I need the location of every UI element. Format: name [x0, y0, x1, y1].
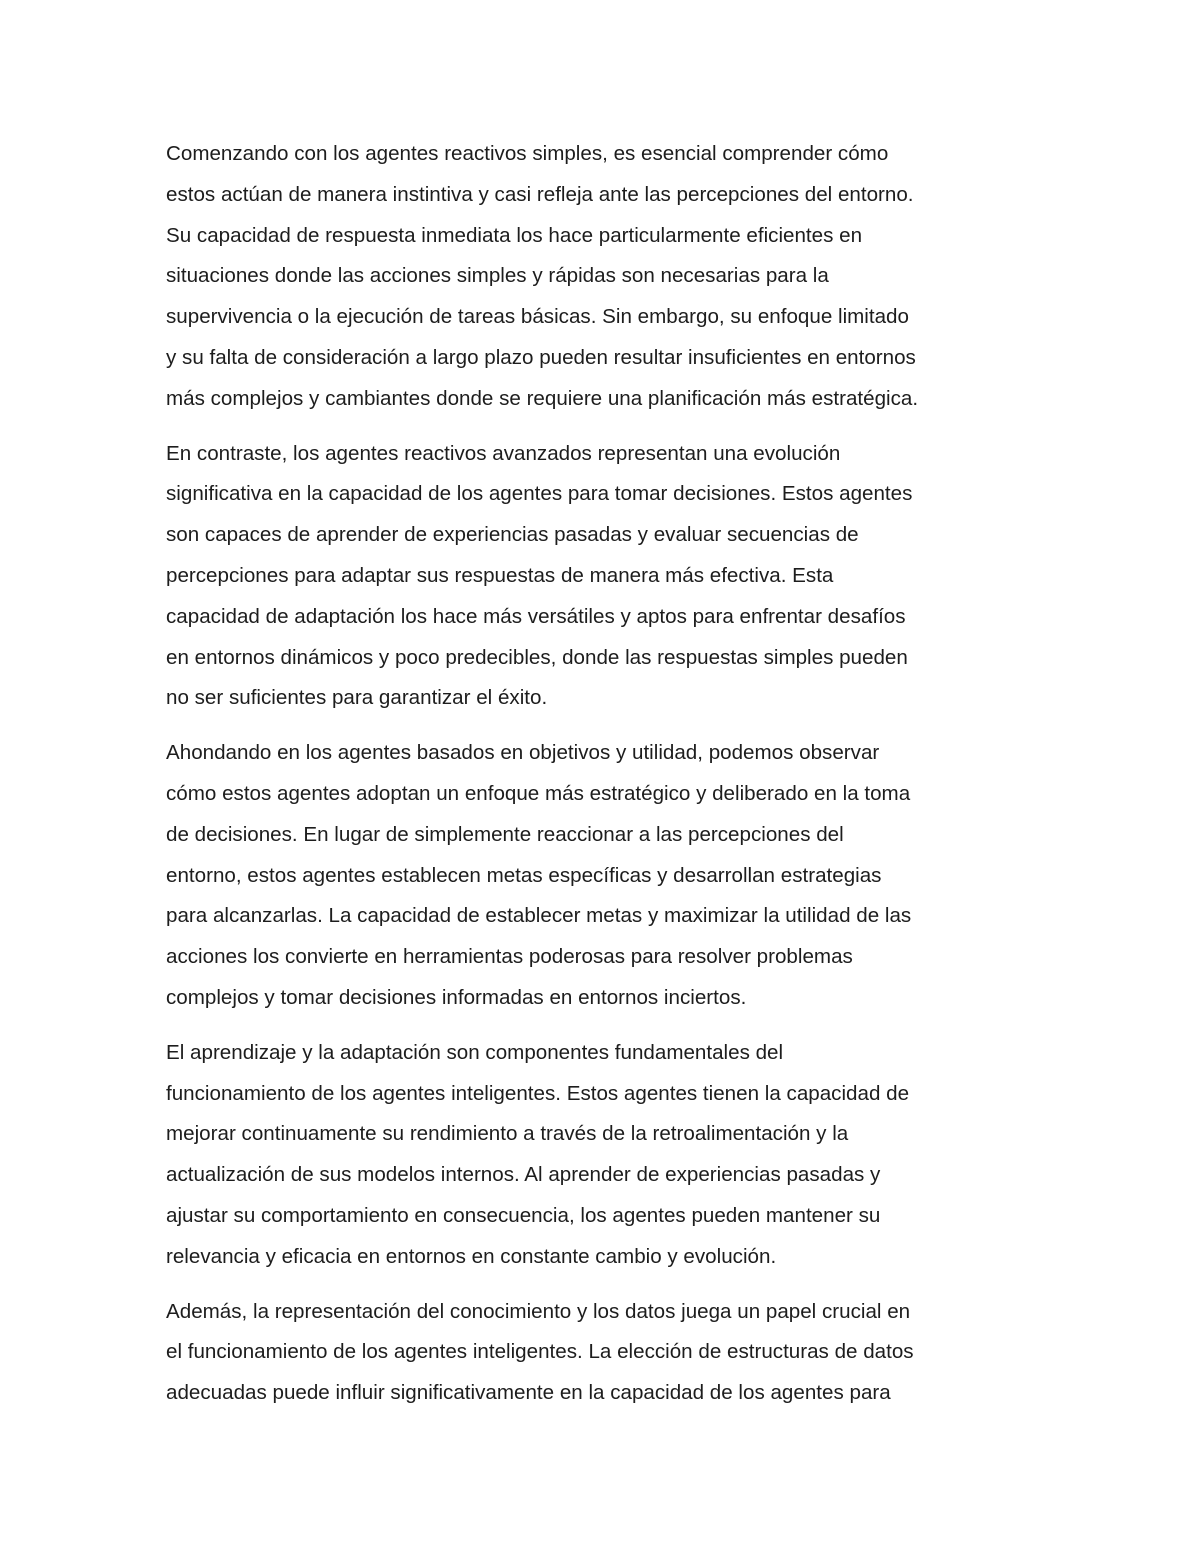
text-line: El aprendizaje y la adaptación son componentes fundamentales del	[166, 1040, 784, 1064]
paragraph-knowledge-representation	[166, 1292, 1046, 1414]
text-line: estos actúan de manera instintiva y casi refleja ante las percepciones del entorno.	[166, 182, 914, 206]
text-line: capacidad de adaptación los hace más versátiles y aptos para enfrentar desafíos	[166, 604, 906, 628]
text-line: Además, la representación del conocimiento y los datos juega un papel crucial en	[166, 1299, 911, 1323]
paragraph-learning-adaptation	[166, 1033, 1046, 1278]
text-line: ajustar su comportamiento en consecuencia, los agentes pueden mantener su	[166, 1203, 881, 1227]
paragraph-goal-utility-agents	[166, 733, 1046, 1019]
text-line: situaciones donde las acciones simples y rápidas son necesarias para la	[166, 264, 829, 288]
text-line: no ser suficientes para garantizar el éxito.	[166, 686, 548, 710]
text-line: acciones los convierte en herramientas poderosas para resolver problemas	[166, 945, 853, 969]
text-line: complejos y tomar decisiones informadas en entornos inciertos.	[166, 985, 747, 1009]
text-line: de decisiones. En lugar de simplemente reaccionar a las percepciones del	[166, 822, 844, 846]
paragraph-advanced-reactive-agents	[166, 434, 1046, 720]
text-line: son capaces de aprender de experiencias pasadas y evaluar secuencias de	[166, 523, 859, 547]
text-line: más complejos y cambiantes donde se requiere una planificación más estratégica.	[166, 386, 919, 410]
text-line: cómo estos agentes adoptan un enfoque más estratégico y deliberado en la toma	[166, 781, 911, 805]
text-line: mejorar continuamente su rendimiento a través de la retroalimentación y la	[166, 1122, 849, 1146]
text-line: entorno, estos agentes establecen metas específicas y desarrollan estrategias	[166, 863, 882, 887]
paragraph-simple-reactive-agents	[166, 134, 1046, 420]
text-line: Comenzando con los agentes reactivos simples, es esencial comprender cómo	[166, 142, 889, 165]
text-line: adecuadas puede influir significativamente en la capacidad de los agentes para	[166, 1381, 891, 1405]
document-body	[166, 134, 1046, 1414]
text-line: actualización de sus modelos internos. Al aprender de experiencias pasadas y	[166, 1163, 881, 1187]
text-line: y su falta de consideración a largo plazo pueden resultar insuficientes en entornos	[166, 345, 916, 369]
text-line: funcionamiento de los agentes inteligentes. Estos agentes tienen la capacidad de	[166, 1081, 910, 1105]
text-line: percepciones para adaptar sus respuestas de manera más efectiva. Esta	[166, 563, 834, 587]
text-line: Ahondando en los agentes basados en objetivos y utilidad, podemos observar	[166, 741, 880, 765]
text-line: relevancia y eficacia en entornos en constante cambio y evolución.	[166, 1244, 777, 1268]
text-line: en entornos dinámicos y poco predecibles, donde las respuestas simples pueden	[166, 645, 908, 669]
text-line: En contraste, los agentes reactivos avanzados representan una evolución	[166, 441, 841, 465]
text-line: supervivencia o la ejecución de tareas básicas. Sin embargo, su enfoque limitado	[166, 305, 909, 329]
text-line: Su capacidad de respuesta inmediata los hace particularmente eficientes en	[166, 223, 863, 247]
text-line: para alcanzarlas. La capacidad de establecer metas y maximizar la utilidad de las	[166, 904, 912, 928]
text-line: significativa en la capacidad de los agentes para tomar decisiones. Estos agentes	[166, 482, 913, 506]
text-line: el funcionamiento de los agentes inteligentes. La elección de estructuras de datos	[166, 1340, 914, 1364]
